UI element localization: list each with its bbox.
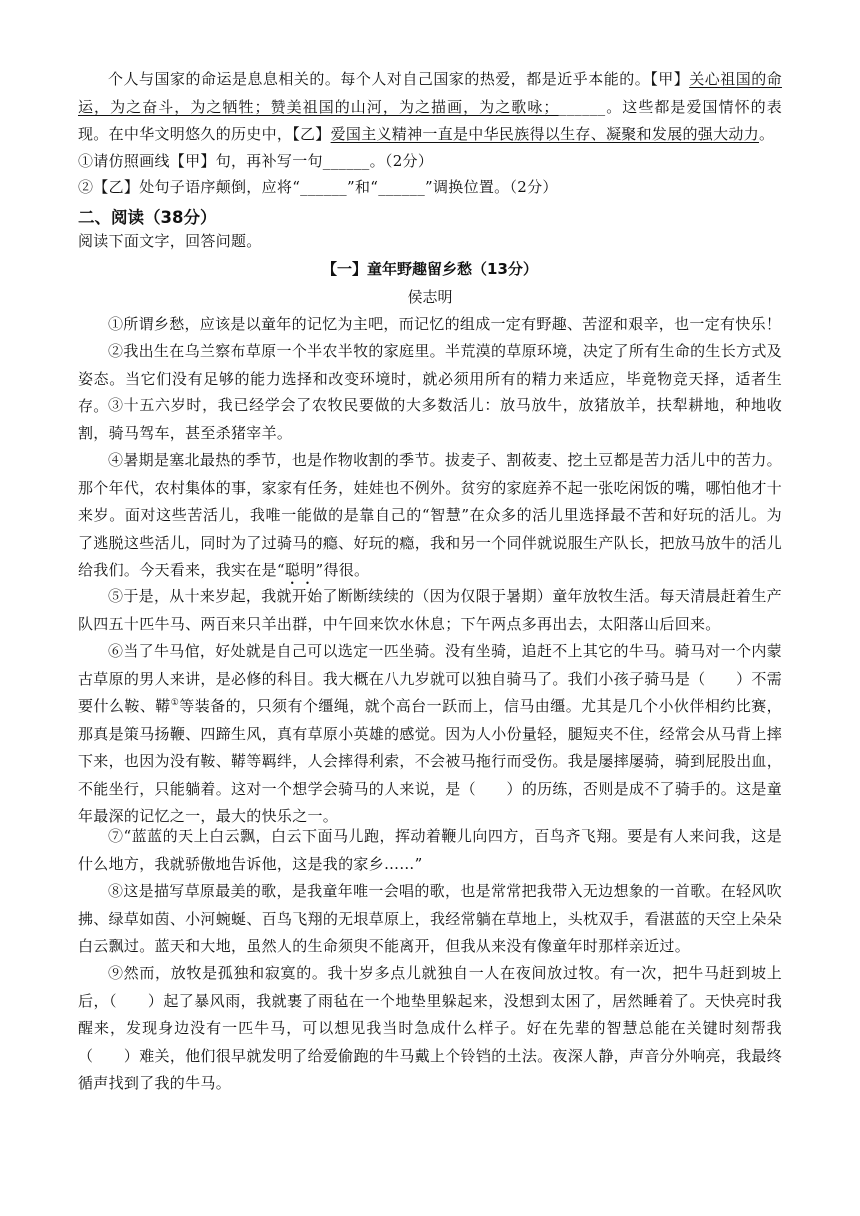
- paragraph-6-rest: 等装备的，只须有个缰绳，就个高台一跃而上，信马由缰。尤其是几个小伙伴相约比赛，那真是策马扬鞭、四蹄生风，真有草原小英雄的感觉。因为人小份量轻，腿短夹不住，经常会从马背上摔下来，也因为没有鞍、鞯等羁绊，人会摔得利索，不会被马拖行而受伤。我是屡摔屡骑，骑到屁股出血，不能坐行，只能躺着。这对一个想学会骑马的人来说，是（ ）的历练，否则是成不了骑手的。这是童年最深的记忆之一，最大的快乐之一。: [78, 697, 782, 825]
- emphasis-dotted-word: 聪明: [284, 561, 316, 579]
- question-1: ①请仿照画线【甲】句，再补写一句______。（2分）: [78, 152, 434, 170]
- article-paragraph-9: ⑨然而，放牧是孤独和寂寞的。我十岁多点儿就独自一人在夜间放过牧。有一次，把牛马赶到坡上后，（ ）起了暴风雨，我就裹了雨毡在一个地垫里躲起来，没想到太困了，居然睡着了。天快亮时我醒来，发现身边没有一匹牛马，可以想见我当时急成什么样子。好在先辈的智慧总能在关键时刻帮我（ ）难关，他们很早就发明了给爱偷跑的牛马戴上个铃铛的土法。夜深人静，声音分外响亮，我最终循声找到了我的牛马。: [78, 964, 782, 1092]
- intro-end: 。: [759, 125, 775, 143]
- intro-paragraph: [78, 66, 782, 149]
- intro-text: 个人与国家的命运是息息相关的。每个人对自己国家的热爱，都是近乎本能的。: [108, 70, 651, 88]
- section-instruction: 阅读下面文字，回答问题。: [78, 232, 262, 250]
- yi-underlined-sentence: 爱国主义精神一直是中华民族得以生存、凝聚和发展的强大动力: [330, 125, 760, 143]
- article-paragraph-7: ⑦“蓝蓝的天上白云飘，白云下面马儿跑，挥动着鞭儿向四方，百鸟齐飞翔。要是有人来问我，这是什么地方，我就骄傲地告诉他，这是我的家乡……”: [78, 827, 782, 873]
- article-paragraph-2: ②我出生在乌兰察布草原一个半农半牧的家庭里。半荒漠的草原环境，决定了所有生命的生长方式及姿态。当它们没有足够的能力选择和改变环境时，就必须用所有的精力来适应，毕竟物竞天择，适者生存。: [78, 342, 782, 415]
- article-paragraph-6: [78, 638, 782, 831]
- yi-mark: 【乙】: [292, 125, 331, 143]
- article-paragraph-5: ⑤于是，从十来岁起，我就开始了断断续续的（因为仅限于暑期）童年放牧生活。每天清晨赶着生产队四五十匹牛马、两百来只羊出群，中午回来饮水休息；下午两点多再出去，太阳落山后回来。: [78, 587, 782, 633]
- question-2: ②【乙】处句子语序颠倒，应将“______”和“______”调换位置。（2分）: [78, 178, 558, 196]
- article-paragraph-3: ③十五六岁时，我已经学会了农牧民要做的大多数活儿：放马放牛，放猪放羊，扶犁耕地，种地收割，骑马驾车，甚至杀猪宰羊。: [78, 396, 782, 442]
- jia-underlined-sentence: 关心祖国的命运，为之奋斗，为之牺牲；赞美祖国的山河，为之描画，为之歌咏；: [78, 70, 782, 116]
- article-title: 【一】童年野趣留乡愁（13分）: [322, 260, 538, 278]
- paragraph-6-text: ⑥当了牛马倌，好处就是自己可以选定一匹坐骑。没有坐骑，追赶不上其它的牛马。骑马对一个内蒙古草原的男人来讲，是必修的科目。我大概在八九岁就可以独自骑马了。我们小孩子骑马是（ ）不需要什么鞍、鞯: [78, 642, 782, 715]
- intro-blank-text: ______。这些都是爱国情怀的表现。在中华文明悠久的历史中，: [78, 97, 782, 143]
- article-paragraph-8: ⑧这是描写草原最美的歌，是我童年唯一会唱的歌，也是常常把我带入无边想象的一首歌。在轻风吹拂、绿草如茵、小河蜿蜒、百鸟飞翔的无垠草原上，我经常躺在草地上，头枕双手，看湛蓝的天空上朵朵白云飘过。蓝天和大地，虽然人的生命须臾不能离开，但我从来没有像童年时那样亲近过。: [78, 882, 782, 955]
- paragraph-4-end: ”得很。: [315, 561, 370, 579]
- article-author: 侯志明: [407, 288, 453, 306]
- footnote-marker: ①: [170, 698, 180, 708]
- jia-mark: 【甲】: [650, 70, 690, 88]
- section-heading: 二、阅读（38分）: [78, 208, 217, 227]
- article-paragraph-1: ①所谓乡愁，应该是以童年的记忆为主吧，而记忆的组成一定有野趣、苦涩和艰辛，也一定有快乐！: [108, 315, 782, 333]
- paragraph-4-text: ④暑期是塞北最热的季节，也是作物收割的季节。拔麦子、割莜麦、挖土豆都是苦力活儿中的苦力。那个年代，农村集体的事，家家有任务，娃娃也不例外。贫穷的家庭养不起一张吃闲饭的嘴，哪怕他才十来岁。面对这些苦活儿，我唯一能做的是靠自己的“智慧”在众多的活儿里选择最不苦和好玩的活儿。为了逃脱这些活儿，同时为了过骑马的瘾、好玩的瘾，我和另一个同伴就说服生产队长，把放马放牛的活儿给我们。今天看来，我实在是“: [78, 451, 782, 579]
- article-paragraph-4: [78, 447, 782, 588]
